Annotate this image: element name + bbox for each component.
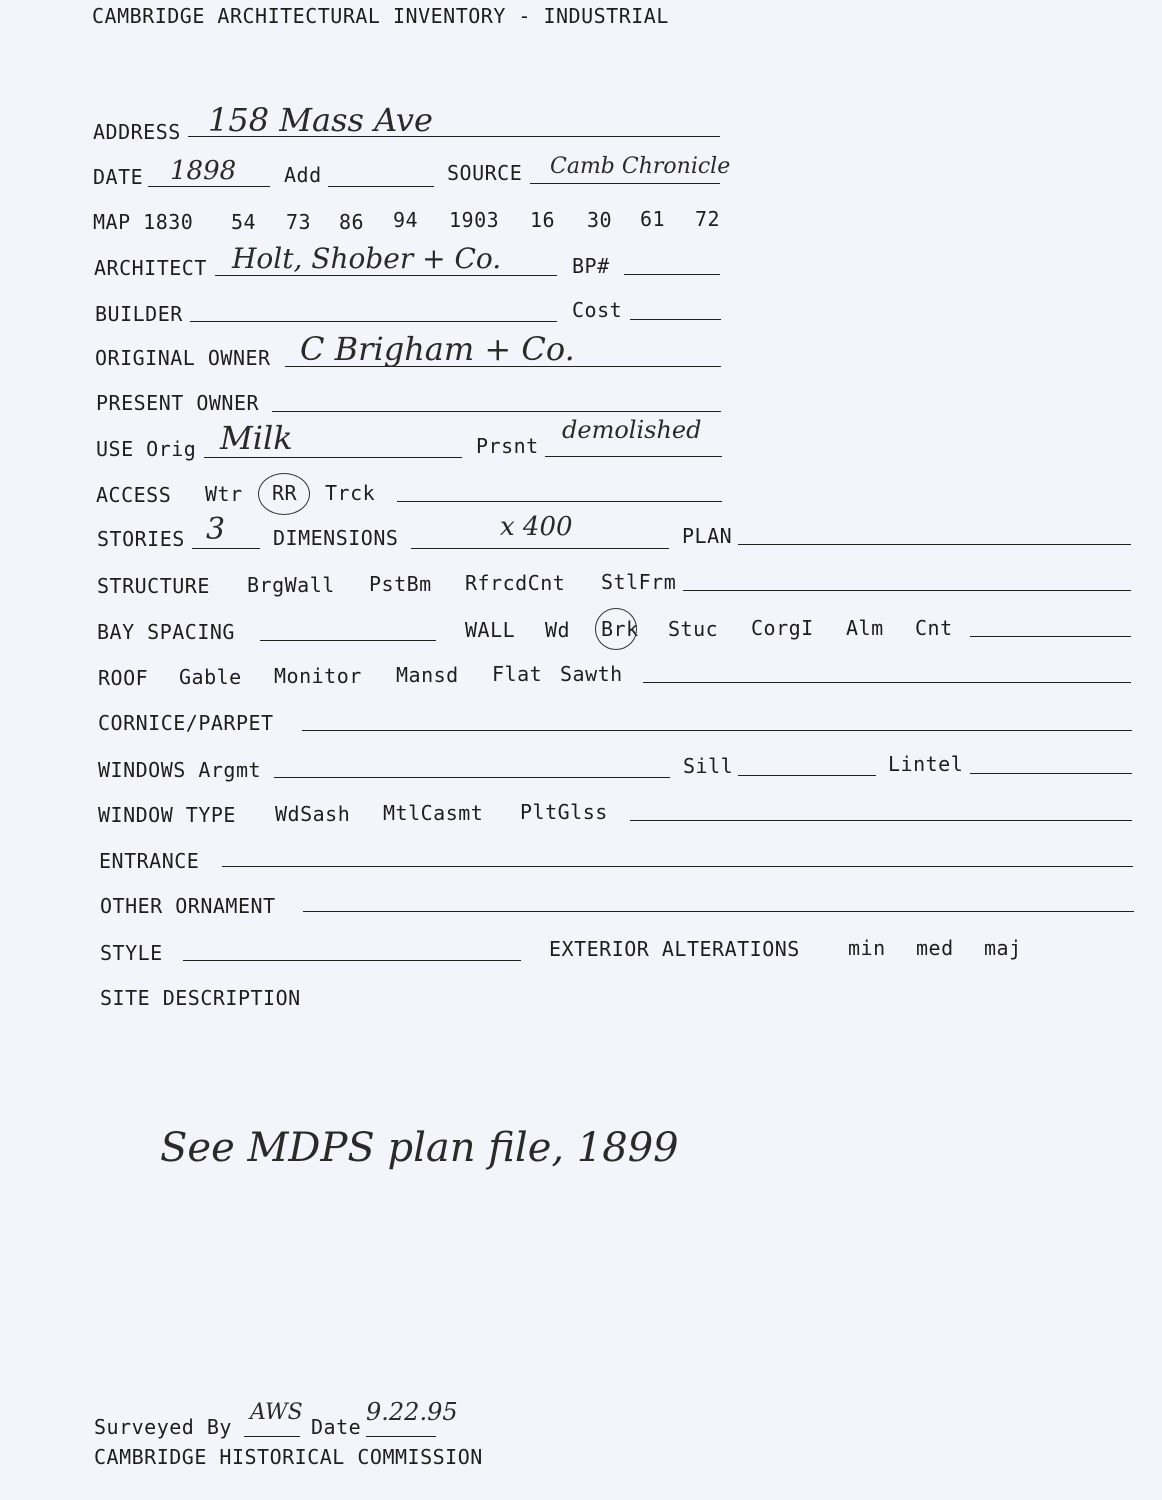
form-header: CAMBRIDGE ARCHITECTURAL INVENTORY - INDUSTRIAL (92, 4, 669, 28)
other-ornament-line (303, 911, 1134, 912)
survey-date-value: 9.22.95 (366, 1398, 458, 1426)
roof-opt-sawth: Sawth (560, 662, 623, 686)
bay-spacing-label: BAY SPACING (97, 620, 235, 644)
wall-opt-corgi: CorgI (751, 616, 814, 640)
lintel-label: Lintel (888, 752, 964, 776)
access-opt-rr: RR (272, 481, 298, 505)
use-orig-value: Milk (220, 419, 293, 457)
date-value: 1898 (170, 156, 237, 186)
bay-spacing-line (260, 640, 436, 641)
structure-opt-brgwall: BrgWall (247, 573, 335, 597)
original-owner-label: ORIGINAL OWNER (95, 346, 271, 370)
site-note: See MDPS plan file, 1899 (160, 1125, 679, 1171)
architect-value: Holt, Shober + Co. (232, 242, 502, 275)
source-line (530, 183, 720, 184)
date-label: DATE (93, 165, 144, 189)
stories-value: 3 (206, 512, 226, 547)
map-year-94: 94 (393, 208, 419, 232)
access-opt-trck: Trck (325, 481, 376, 505)
lintel-line (970, 773, 1132, 774)
wall-opt-alm: Alm (846, 616, 884, 640)
structure-label: STRUCTURE (97, 574, 210, 598)
map-year-61: 61 (640, 207, 666, 231)
cornice-line (302, 730, 1132, 731)
entrance-label: ENTRANCE (99, 849, 200, 873)
plan-label: PLAN (682, 524, 733, 548)
address-label: ADDRESS (93, 120, 181, 144)
dimensions-label: DIMENSIONS (273, 526, 399, 550)
sill-label: Sill (683, 754, 734, 778)
ext-alt-opt-med: med (916, 936, 954, 960)
access-label: ACCESS (96, 483, 172, 507)
add-label: Add (284, 163, 322, 187)
use-prsnt-line (545, 456, 722, 457)
surveyed-by-value: AWS (250, 1400, 303, 1425)
dimensions-line (411, 548, 669, 549)
ext-alt-opt-min: min (848, 936, 886, 960)
present-owner-label: PRESENT OWNER (96, 391, 260, 415)
dimensions-value: x 400 (500, 512, 573, 542)
entrance-line (222, 866, 1133, 867)
window-type-opt-mtlcasmt: MtlCasmt (383, 801, 484, 825)
wall-opt-stuc: Stuc (668, 617, 719, 641)
wall-line (970, 636, 1131, 637)
cost-label: Cost (572, 298, 623, 322)
wall-opt-wd: Wd (545, 618, 571, 642)
use-orig-line (204, 457, 462, 458)
windows-label: WINDOWS Argmt (98, 758, 262, 782)
bp-label: BP# (572, 254, 610, 278)
original-owner-value: C Brigham + Co. (300, 330, 575, 368)
site-description-label: SITE DESCRIPTION (100, 986, 301, 1010)
bp-line (624, 274, 720, 275)
access-line (397, 501, 722, 502)
window-type-opt-pltglss: PltGlss (520, 800, 608, 824)
access-opt-wtr: Wtr (205, 482, 243, 506)
wall-brk-circle (595, 608, 637, 650)
architect-line (215, 275, 557, 276)
use-prsnt-value: demolished (562, 416, 702, 444)
map-year-72: 72 (695, 207, 721, 231)
structure-opt-rfrcdcnt: RfrcdCnt (465, 571, 566, 595)
survey-date-label: Date (311, 1415, 362, 1439)
map-year-30: 30 (587, 208, 613, 232)
style-label: STYLE (100, 941, 163, 965)
map-year-16: 16 (530, 208, 556, 232)
builder-line (190, 321, 557, 322)
builder-label: BUILDER (95, 302, 183, 326)
roof-line (643, 682, 1131, 683)
footer-commission: CAMBRIDGE HISTORICAL COMMISSION (94, 1445, 483, 1469)
window-type-label: WINDOW TYPE (98, 803, 236, 827)
ext-alt-opt-maj: maj (984, 936, 1022, 960)
plan-line (738, 544, 1131, 545)
other-ornament-label: OTHER ORNAMENT (100, 894, 276, 918)
survey-date-line (366, 1436, 436, 1437)
structure-opt-stlfrm: StlFrm (601, 570, 677, 594)
map-label: MAP 1830 (93, 210, 194, 234)
cost-line (630, 319, 721, 320)
use-orig-label: USE Orig (96, 437, 197, 461)
sill-line (738, 775, 876, 776)
map-year-54: 54 (231, 210, 257, 234)
window-type-line (630, 820, 1132, 821)
windows-line (274, 777, 670, 778)
wall-label: WALL (465, 618, 516, 642)
architect-label: ARCHITECT (94, 256, 207, 280)
stories-label: STORIES (97, 527, 185, 551)
source-label: SOURCE (447, 161, 523, 185)
roof-opt-gable: Gable (179, 665, 242, 689)
wall-opt-cnt: Cnt (915, 616, 953, 640)
surveyed-by-line (244, 1436, 300, 1437)
map-year-86: 86 (339, 210, 365, 234)
roof-opt-mansd: Mansd (396, 663, 459, 687)
address-value: 158 Mass Ave (208, 101, 433, 139)
style-line (183, 960, 521, 961)
present-owner-line (272, 411, 721, 412)
structure-opt-pstbm: PstBm (369, 572, 432, 596)
source-value: Camb Chronicle (550, 154, 731, 179)
add-line (328, 186, 434, 187)
date-line (148, 186, 270, 187)
cornice-label: CORNICE/PARPET (98, 711, 274, 735)
use-prsnt-label: Prsnt (476, 434, 539, 458)
surveyed-by-label: Surveyed By (94, 1415, 232, 1439)
structure-line (683, 590, 1131, 591)
access-rr-circle (258, 473, 310, 515)
roof-opt-flat: Flat (492, 662, 543, 686)
map-year-73: 73 (286, 210, 312, 234)
stories-line (192, 548, 260, 549)
roof-label: ROOF (98, 666, 149, 690)
wall-opt-brk: Brk (601, 617, 639, 641)
window-type-opt-wdsash: WdSash (275, 802, 351, 826)
map-year-1903: 1903 (449, 208, 500, 232)
roof-opt-monitor: Monitor (274, 664, 362, 688)
ext-alt-label: EXTERIOR ALTERATIONS (549, 937, 800, 961)
